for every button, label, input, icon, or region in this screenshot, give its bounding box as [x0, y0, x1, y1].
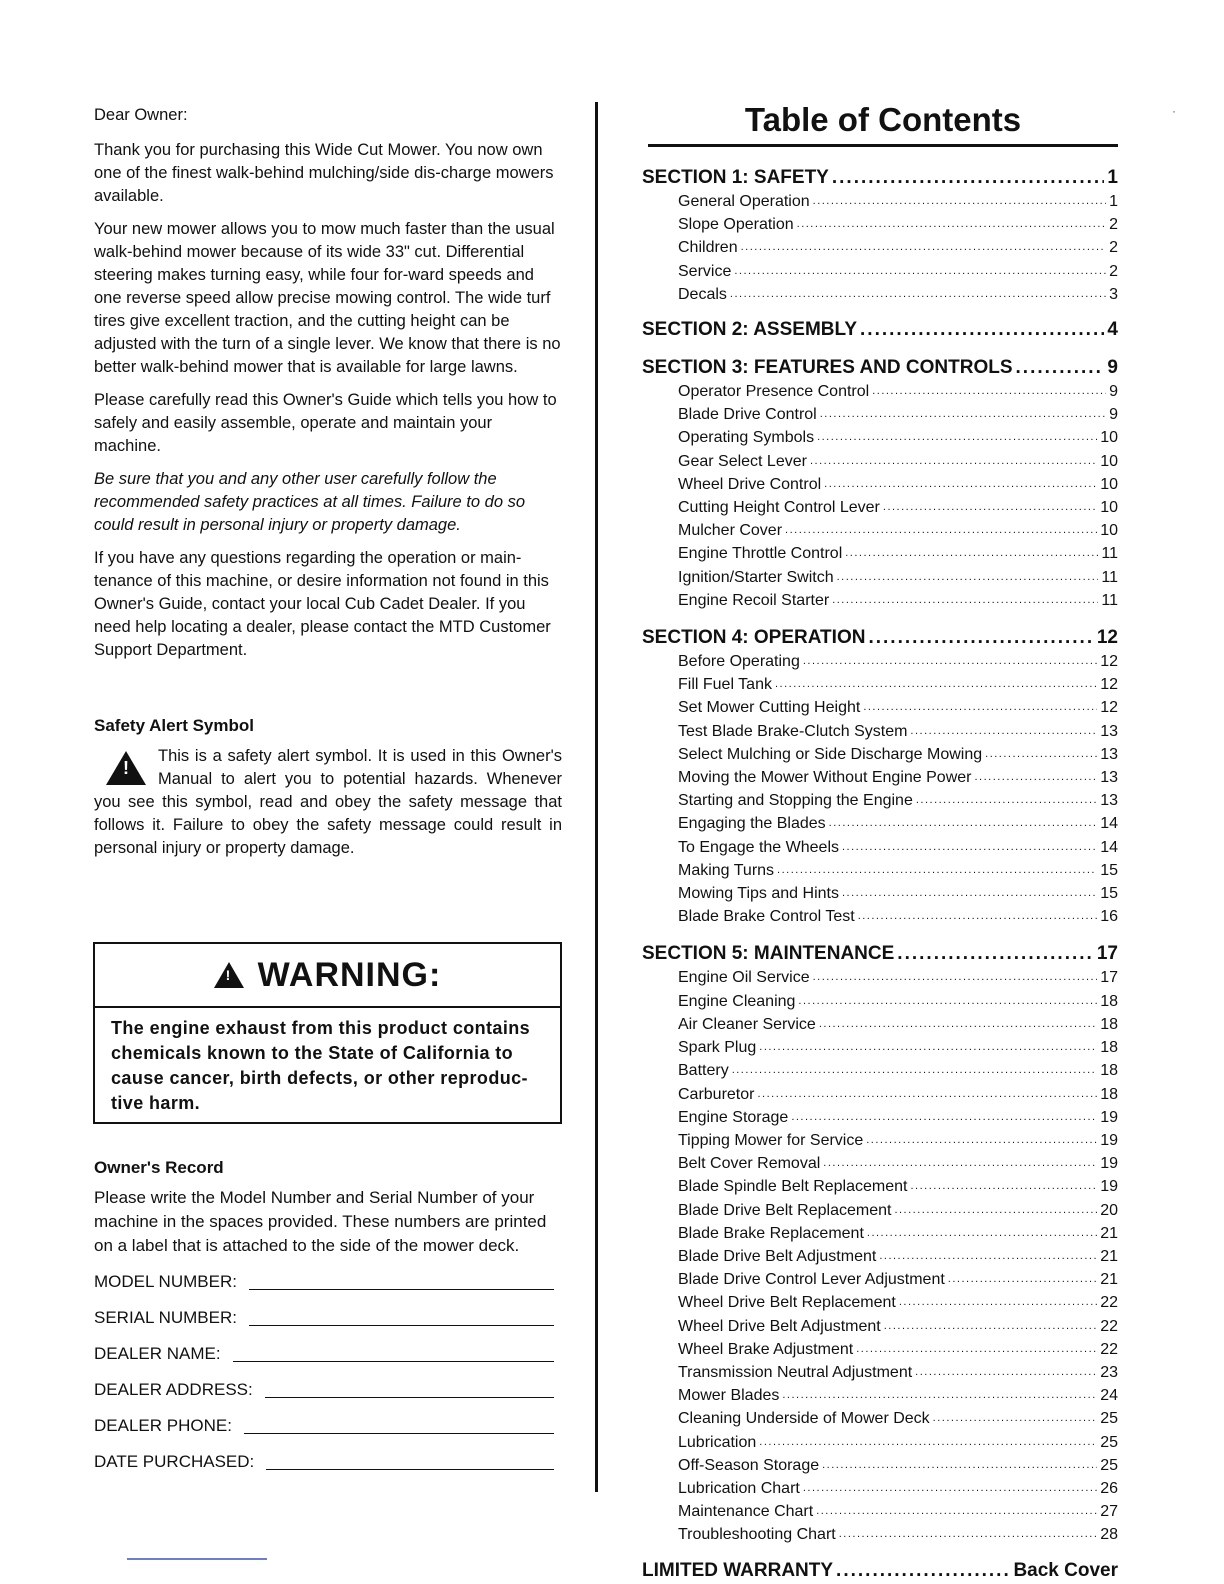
toc-item-row[interactable]	[642, 1198, 1118, 1221]
toc-item-title: Wheel Brake Adjustment	[678, 1340, 854, 1358]
toc-item-page: 13	[1100, 745, 1118, 763]
owners-record-heading: Owner's Record	[94, 1158, 224, 1177]
safety-alert-icon: !	[106, 751, 146, 785]
toc-item-row[interactable]	[642, 588, 1118, 611]
toc-item-title: Engine Storage	[678, 1108, 789, 1126]
toc-item-page: 9	[1109, 383, 1118, 401]
toc-leader-dots	[842, 835, 1097, 858]
toc-section-page: 4	[1107, 319, 1118, 341]
toc-leader-dots	[985, 742, 1097, 765]
safety-alert-text: This is a safety alert symbol. It is used in this Owner's Manual to alert you to potential hazards. Whenever you see this symbol, read and obey the safety message that follows it. Failure to obey the safety message could result in personal injury or property damage.	[94, 747, 562, 857]
toc-leader-dots	[884, 1314, 1097, 1337]
toc-item-title: Engaging the Blades	[678, 815, 826, 833]
toc-item-page: 9	[1109, 406, 1118, 424]
toc-item-title: Belt Cover Removal	[678, 1155, 821, 1173]
toc-section-row[interactable]	[642, 627, 1118, 649]
toc-item-page: 12	[1100, 699, 1118, 717]
toc-title: Table of Contents	[648, 102, 1118, 147]
toc-leader-dots	[829, 811, 1098, 834]
toc-leader-dots	[791, 1105, 1097, 1128]
toc-leader-dots	[803, 1476, 1097, 1499]
toc-item-page: 14	[1100, 838, 1118, 856]
toc-item-row[interactable]	[642, 1128, 1118, 1151]
toc-spacer	[642, 341, 1118, 357]
toc-leader-dots	[741, 235, 1107, 258]
toc-item-page: 24	[1100, 1387, 1118, 1405]
record-field-blank-line[interactable]	[266, 1468, 554, 1470]
toc-item-title: Wheel Drive Belt Replacement	[678, 1294, 896, 1312]
toc-item-title: Fill Fuel Tank	[678, 676, 772, 694]
toc-leader-dots	[823, 1151, 1097, 1174]
toc-item-row[interactable]	[642, 1244, 1118, 1267]
toc-item-title: Battery	[678, 1062, 729, 1080]
toc-item-page: 25	[1100, 1456, 1118, 1474]
toc-item-title: Select Mulching or Side Discharge Mowing	[678, 745, 983, 763]
toc-item-title: Operator Presence Control	[678, 383, 870, 401]
toc-item-title: Blade Drive Belt Adjustment	[678, 1247, 877, 1265]
toc-item-page: 18	[1100, 1085, 1118, 1103]
toc-item-page: 18	[1100, 1015, 1118, 1033]
toc-leader-dots	[732, 1058, 1098, 1081]
toc-item-page: 10	[1100, 499, 1118, 517]
toc-item-row[interactable]	[642, 518, 1118, 541]
toc-item-title: Operating Symbols	[678, 429, 815, 447]
owners-record	[94, 1156, 562, 1474]
toc-item-row[interactable]	[642, 379, 1118, 402]
toc-item-row[interactable]	[642, 1151, 1118, 1174]
toc-item-row[interactable]	[642, 742, 1118, 765]
record-field[interactable]	[94, 1450, 562, 1474]
toc-item-page: 21	[1100, 1247, 1118, 1265]
toc-section-title: SECTION 1: SAFETY	[642, 167, 829, 188]
toc-item-row[interactable]	[642, 235, 1118, 258]
toc-item-title: Set Mower Cutting Height	[678, 699, 861, 717]
toc-item-page: 18	[1100, 1062, 1118, 1080]
record-field-label: SERIAL NUMBER:	[94, 1308, 237, 1327]
toc-leader-dots	[775, 672, 1097, 695]
table-of-contents	[642, 102, 1118, 1582]
toc-item-page: 18	[1100, 1039, 1118, 1057]
toc-item-row[interactable]	[642, 565, 1118, 588]
toc-item-title: Blade Brake Replacement	[678, 1224, 864, 1242]
toc-item-title: Blade Drive Control Lever Adjustment	[678, 1271, 945, 1289]
toc-item-page: 27	[1100, 1503, 1118, 1521]
toc-leader-dots	[910, 719, 1097, 742]
toc-item-title: Engine Throttle Control	[678, 545, 843, 563]
toc-item-title: Blade Drive Control	[678, 406, 817, 424]
owner-letter	[94, 104, 562, 860]
toc-item-row[interactable]	[642, 449, 1118, 472]
toc-leader-dots	[858, 904, 1098, 927]
toc-leader-dots	[948, 1267, 1097, 1290]
toc-item-page: 13	[1100, 722, 1118, 740]
toc-spacer	[642, 305, 1118, 319]
toc-item-page: 19	[1100, 1178, 1118, 1196]
toc-item-page: 12	[1100, 653, 1118, 671]
toc-leader-dots	[836, 1560, 1010, 1582]
toc-item-title: Cutting Height Control Lever	[678, 499, 880, 517]
toc-item-page: 11	[1101, 568, 1118, 586]
toc-leader-dots	[863, 695, 1097, 718]
warning-header	[95, 944, 560, 1008]
toc-item-page: 25	[1100, 1433, 1118, 1451]
toc-leader-dots	[820, 402, 1106, 425]
record-field-label: DATE PURCHASED:	[94, 1452, 255, 1471]
toc-leader-dots	[813, 965, 1098, 988]
toc-leader-dots	[803, 649, 1097, 672]
toc-item-title: Blade Spindle Belt Replacement	[678, 1178, 908, 1196]
owners-record-text: Please write the Model Number and Serial Number of your machine in the spaces provided. These numbers are printed on a label that is attached to the side of the mower deck.	[94, 1188, 547, 1255]
toc-item-row[interactable]	[642, 189, 1118, 212]
record-field[interactable]	[94, 1342, 562, 1366]
toc-item-title: Wheel Drive Control	[678, 475, 822, 493]
toc-item-row[interactable]	[642, 472, 1118, 495]
toc-item-title: Engine Oil Service	[678, 969, 810, 987]
toc-item-page: 3	[1109, 285, 1118, 303]
toc-item-row[interactable]	[642, 1476, 1118, 1499]
toc-leader-dots	[824, 472, 1097, 495]
toc-spacer	[642, 611, 1118, 627]
toc-item-title: Lubrication Chart	[678, 1479, 800, 1497]
letter-paragraph-5: If you have any questions regarding the operation or main-tenance of this machine, or desire information not found in this Owner's Guide, contact your local Cub Cadet Dealer. If you need help locating a dealer, please contact the MTD Customer Support Department.	[94, 549, 551, 659]
toc-item-title: Test Blade Brake-Clutch System	[678, 722, 908, 740]
letter-paragraph-1: Thank you for purchasing this Wide Cut Mower. You now own one of the finest walk-behind mulching/side dis-charge mowers available.	[94, 141, 554, 205]
toc-leader-dots	[860, 319, 1104, 341]
toc-item-page: 2	[1109, 216, 1118, 234]
toc-item-row[interactable]	[642, 1499, 1118, 1522]
toc-item-row[interactable]	[642, 1383, 1118, 1406]
toc-item-page: 10	[1100, 522, 1118, 540]
toc-item-page: 10	[1100, 475, 1118, 493]
record-field-blank-line[interactable]	[265, 1396, 554, 1398]
letter-paragraph-2: Your new mower allows you to mow much faster than the usual walk-behind mower because of its wide 33" cut. Differential steering makes turning easy, while four for-ward speeds and one reverse speed allow precise mowing control. The wide turf tires give excellent traction, and the cutting height can be adjusted with the turn of a single lever. We know that there is no better walk-behind mower that is available for large lawns.	[94, 220, 561, 376]
toc-leader-dots	[819, 1012, 1097, 1035]
toc-item-row[interactable]	[642, 1522, 1118, 1545]
toc-section-page: Back Cover	[1013, 1559, 1118, 1581]
toc-leader-dots	[730, 282, 1106, 305]
toc-section-title: SECTION 3: FEATURES AND CONTROLS	[642, 357, 1013, 379]
safety-alert-text-block	[94, 745, 562, 860]
record-field-label: DEALER NAME:	[94, 1344, 221, 1363]
greeting: Dear Owner:	[94, 106, 188, 124]
toc-leader-dots	[899, 1290, 1097, 1313]
toc-item-page: 19	[1100, 1155, 1118, 1173]
toc-item-page: 22	[1100, 1340, 1118, 1358]
toc-item-title: Moving the Mower Without Engine Power	[678, 769, 972, 787]
toc-section-row[interactable]	[642, 167, 1118, 189]
record-field[interactable]	[94, 1378, 562, 1402]
record-field[interactable]	[94, 1414, 562, 1438]
toc-item-row[interactable]	[642, 1221, 1118, 1244]
toc-item-row[interactable]	[642, 425, 1118, 448]
toc-item-page: 13	[1100, 792, 1118, 810]
toc-item-title: Lubrication	[678, 1433, 757, 1451]
page-underline	[127, 1558, 267, 1560]
toc-item-row[interactable]	[642, 672, 1118, 695]
toc-leader-dots	[910, 1174, 1097, 1197]
toc-leader-dots	[785, 518, 1097, 541]
toc-item-page: 13	[1100, 769, 1118, 787]
toc-item-page: 2	[1109, 239, 1118, 257]
toc-leader-dots	[856, 1337, 1097, 1360]
toc-item-title: Wheel Drive Belt Adjustment	[678, 1317, 881, 1335]
toc-item-title: Spark Plug	[678, 1039, 757, 1057]
toc-leader-dots	[842, 881, 1097, 904]
toc-item-row[interactable]	[642, 1058, 1118, 1081]
toc-item-page: 18	[1100, 992, 1118, 1010]
toc-item-page: 22	[1100, 1294, 1118, 1312]
toc-item-row[interactable]	[642, 1360, 1118, 1383]
toc-leader-dots	[822, 1453, 1097, 1476]
toc-item-row[interactable]	[642, 1105, 1118, 1128]
toc-item-row[interactable]	[642, 259, 1118, 282]
toc-item-page: 23	[1100, 1363, 1118, 1381]
toc-item-row[interactable]	[642, 788, 1118, 811]
toc-leader-dots	[797, 212, 1106, 235]
toc-item-page: 10	[1100, 429, 1118, 447]
toc-leader-dots	[813, 189, 1106, 212]
toc-leader-dots	[916, 788, 1097, 811]
toc-item-page: 15	[1100, 885, 1118, 903]
toc-leader-dots	[879, 1244, 1097, 1267]
toc-item-title: Blade Brake Control Test	[678, 908, 855, 926]
toc-item-page: 2	[1109, 262, 1118, 280]
toc-item-page: 15	[1100, 861, 1118, 879]
toc-item-row[interactable]	[642, 1406, 1118, 1429]
toc-item-title: To Engage the Wheels	[678, 838, 839, 856]
toc-item-title: Transmission Neutral Adjustment	[678, 1363, 913, 1381]
toc-leader-dots	[883, 495, 1097, 518]
toc-item-page: 1	[1109, 193, 1118, 210]
toc-item-title: Blade Drive Belt Replacement	[678, 1201, 892, 1219]
toc-item-page: 16	[1100, 908, 1118, 926]
toc-item-page: 19	[1100, 1108, 1118, 1126]
toc-item-row[interactable]	[642, 881, 1118, 904]
toc-item-row[interactable]	[642, 1314, 1118, 1337]
toc-item-title: Engine Cleaning	[678, 992, 796, 1010]
toc-item-page: 11	[1101, 545, 1118, 563]
toc-section-title: SECTION 2: ASSEMBLY	[642, 319, 858, 341]
toc-item-title: Before Operating	[678, 653, 800, 671]
toc-leader-dots	[816, 1499, 1097, 1522]
toc-item-title: Troubleshooting Chart	[678, 1526, 836, 1544]
toc-item-row[interactable]	[642, 965, 1118, 988]
toc-leader-dots	[915, 1360, 1097, 1383]
toc-item-row[interactable]	[642, 695, 1118, 718]
toc-item-page: 17	[1100, 969, 1118, 987]
toc-item-row[interactable]	[642, 1174, 1118, 1197]
record-field[interactable]	[94, 1306, 562, 1330]
toc-spacer	[642, 1546, 1118, 1560]
toc-item-row[interactable]	[642, 765, 1118, 788]
column-divider	[595, 102, 598, 1492]
toc-leader-dots	[782, 1383, 1097, 1406]
toc-item-title: Ignition/Starter Switch	[678, 568, 834, 586]
toc-leader-dots	[832, 167, 1105, 189]
toc-item-title: Off-Season Storage	[678, 1456, 820, 1474]
toc-leader-dots	[832, 588, 1098, 611]
toc-item-title: Children	[678, 239, 738, 257]
toc-leader-dots	[759, 1430, 1097, 1453]
record-field-label: DEALER PHONE:	[94, 1416, 232, 1435]
toc-spacer	[642, 927, 1118, 943]
toc-section-row[interactable]	[642, 1560, 1118, 1582]
toc-item-row[interactable]	[642, 811, 1118, 834]
toc-leader-dots	[777, 858, 1097, 881]
toc-item-row[interactable]	[642, 1267, 1118, 1290]
record-field-blank-line[interactable]	[233, 1360, 554, 1362]
record-field-label: DEALER ADDRESS:	[94, 1380, 253, 1399]
toc-section-row[interactable]	[642, 319, 1118, 341]
toc-item-row[interactable]	[642, 495, 1118, 518]
toc-item-page: 14	[1100, 815, 1118, 833]
toc-item-page: 10	[1100, 452, 1118, 470]
toc-item-title: Making Turns	[678, 861, 775, 879]
warning-text: The engine exhaust from this product contains chemicals known to the State of California to cause cancer, birth defects, or other reproduc-tive harm.	[111, 1018, 531, 1113]
toc-leader-dots	[798, 989, 1097, 1012]
toc-leader-dots	[734, 259, 1106, 282]
toc-section-row[interactable]	[642, 943, 1118, 965]
toc-leader-dots	[872, 379, 1106, 402]
warning-title: WARNING:	[257, 955, 442, 994]
toc-leader-dots	[757, 1082, 1097, 1105]
toc-item-row[interactable]	[642, 1337, 1118, 1360]
toc-item-row[interactable]	[642, 1082, 1118, 1105]
toc-item-row[interactable]	[642, 1012, 1118, 1035]
toc-item-row[interactable]	[642, 649, 1118, 672]
toc-leader-dots	[868, 627, 1093, 649]
toc-item-row[interactable]	[642, 719, 1118, 742]
toc-item-row[interactable]	[642, 835, 1118, 858]
toc-item-title: Mulcher Cover	[678, 522, 783, 540]
toc-leader-dots	[867, 1221, 1097, 1244]
record-field-label: MODEL NUMBER:	[94, 1272, 237, 1291]
toc-leader-dots	[837, 565, 1099, 588]
record-field-blank-line[interactable]	[249, 1288, 554, 1290]
toc-item-title: Engine Recoil Starter	[678, 591, 830, 609]
toc-item-page: 11	[1101, 591, 1118, 609]
toc-leader-dots	[845, 541, 1098, 564]
toc-item-title: Maintenance Chart	[678, 1503, 814, 1521]
toc-item-row[interactable]	[642, 1453, 1118, 1476]
toc-section-title: LIMITED WARRANTY	[642, 1559, 834, 1581]
toc-item-page: 20	[1100, 1201, 1118, 1219]
letter-paragraph-3: Please carefully read this Owner's Guide which tells you how to safely and easily assemble, operate and maintain your machine.	[94, 391, 557, 455]
toc-leader-dots	[974, 765, 1097, 788]
toc-section-page: 17	[1096, 943, 1118, 965]
toc-leader-dots	[897, 943, 1094, 965]
toc-leader-dots	[759, 1035, 1097, 1058]
toc-item-title: Cleaning Underside of Mower Deck	[678, 1410, 930, 1428]
toc-item-page: 21	[1100, 1224, 1118, 1242]
toc-item-row[interactable]	[642, 282, 1118, 305]
warning-alert-icon: !	[214, 962, 244, 988]
toc-item-row[interactable]	[642, 858, 1118, 881]
toc-item-row[interactable]	[642, 1035, 1118, 1058]
toc-item-title: Slope Operation	[678, 216, 794, 234]
toc-item-title: Decals	[678, 285, 727, 303]
toc-item-title: Carburetor	[678, 1085, 755, 1103]
toc-item-title: Starting and Stopping the Engine	[678, 792, 913, 810]
toc-item-page: 12	[1100, 676, 1118, 694]
toc-section-title: SECTION 5: MAINTENANCE	[642, 943, 895, 965]
safety-alert-heading: Safety Alert Symbol	[94, 716, 254, 735]
toc-item-title: Mower Blades	[678, 1387, 780, 1405]
toc-leader-dots	[1016, 357, 1105, 379]
toc-item-title: Air Cleaner Service	[678, 1015, 816, 1033]
toc-item-title: Tipping Mower for Service	[678, 1131, 864, 1149]
toc-section-row[interactable]	[642, 357, 1118, 379]
letter-paragraph-4: Be sure that you and any other user carefully follow the recommended safety practices at all times. Failure to do so could result in personal injury or property damage.	[94, 470, 526, 534]
toc-item-title: General Operation	[678, 193, 810, 210]
toc-leader-dots	[810, 449, 1097, 472]
toc-leader-dots	[933, 1406, 1098, 1429]
record-field-blank-line[interactable]	[249, 1324, 554, 1326]
toc-item-page: 26	[1100, 1479, 1118, 1497]
toc-section-page: 12	[1096, 627, 1118, 649]
toc-leader-dots	[894, 1198, 1097, 1221]
toc-item-row[interactable]	[642, 989, 1118, 1012]
toc-item-title: Service	[678, 262, 732, 280]
record-field-blank-line[interactable]	[244, 1432, 554, 1434]
toc-section-title: SECTION 4: OPERATION	[642, 627, 866, 649]
record-field[interactable]	[94, 1270, 562, 1294]
toc-section-page: 1	[1107, 167, 1118, 188]
warning-box	[93, 942, 562, 1124]
scan-mark: ·	[1172, 104, 1176, 118]
toc-leader-dots	[817, 425, 1097, 448]
toc-item-row[interactable]	[642, 1290, 1118, 1313]
toc-item-page: 19	[1100, 1131, 1118, 1149]
toc-item-row[interactable]	[642, 402, 1118, 425]
toc-leader-dots	[866, 1128, 1097, 1151]
toc-item-page: 21	[1100, 1271, 1118, 1289]
toc-item-row[interactable]	[642, 904, 1118, 927]
toc-item-page: 22	[1100, 1317, 1118, 1335]
toc-item-row[interactable]	[642, 1430, 1118, 1453]
toc-item-row[interactable]	[642, 212, 1118, 235]
toc-item-row[interactable]	[642, 541, 1118, 564]
toc-item-title: Gear Select Lever	[678, 452, 807, 470]
toc-item-title: Mowing Tips and Hints	[678, 885, 839, 903]
toc-item-page: 28	[1100, 1526, 1118, 1544]
toc-section-page: 9	[1107, 357, 1118, 379]
toc-item-page: 25	[1100, 1410, 1118, 1428]
toc-leader-dots	[839, 1522, 1097, 1545]
